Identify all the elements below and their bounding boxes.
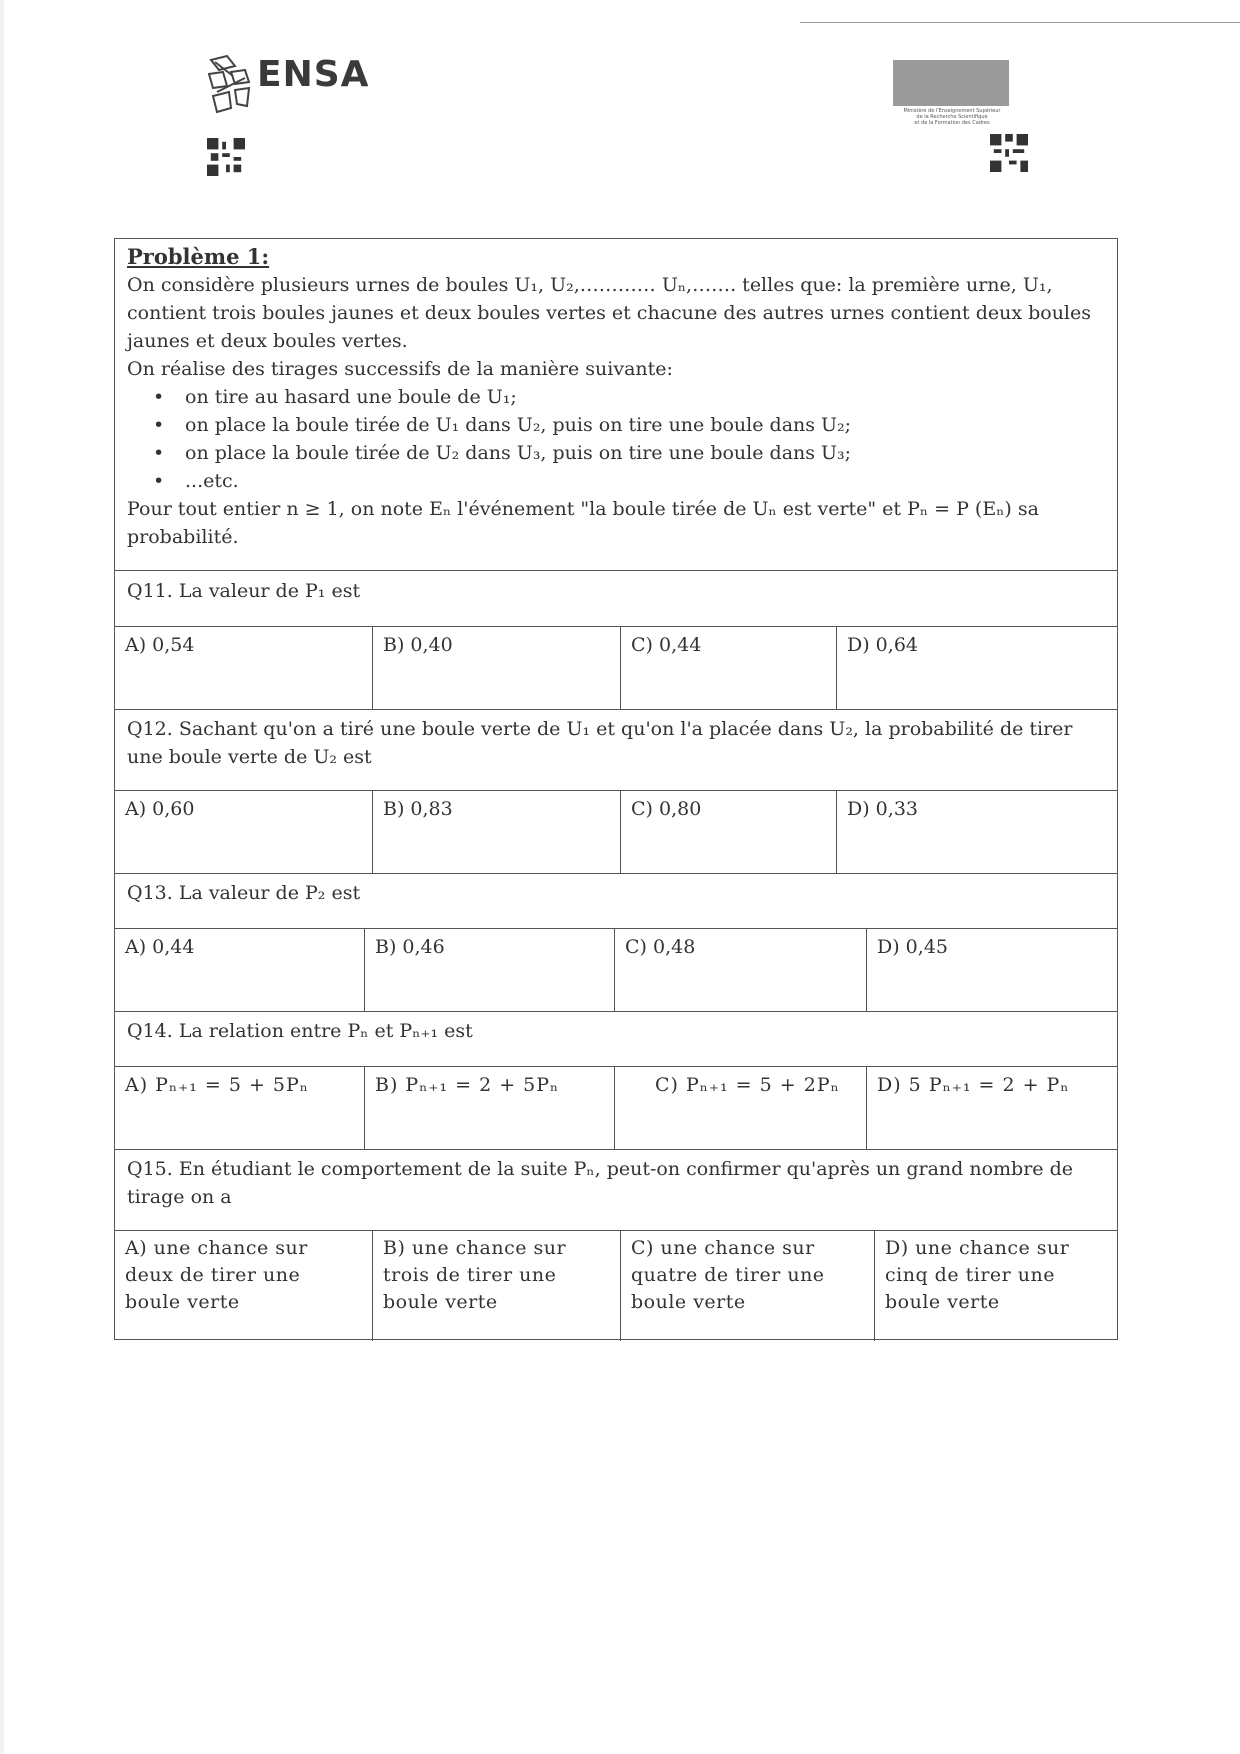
procedure-step: • on place la boule tirée de U₁ dans U₂, puis on tire une boule dans U₂; [185, 411, 1105, 439]
answer-row-q13 [115, 929, 1117, 1012]
question-q15: Q15. En étudiant le comportement de la suite Pₙ, peut-on confirmer qu'après un grand nombre de tirage on a [115, 1149, 1117, 1231]
ensa-logo [205, 52, 370, 122]
intro-procedure: On réalise des tirages successifs de la manière suivante: [127, 358, 673, 380]
answer-option[interactable]: A) une chance sur deux de tirer une boule verte [115, 1231, 373, 1341]
ensa-logo-text: ENSA [257, 54, 370, 95]
problem-frame [114, 238, 1118, 1340]
answer-row-q15 [115, 1231, 1117, 1341]
top-rule [800, 22, 1240, 23]
question-q12: Q12. Sachant qu'on a tiré une boule verte de U₁ et qu'on l'a placée dans U₂, la probabilité de tirer une boule verte de U₂ est [115, 709, 1117, 791]
answer-option[interactable]: D) 0,45 [877, 936, 948, 958]
answer-option[interactable]: B) une chance sur trois de tirer une boule verte [373, 1231, 621, 1341]
question-q11: Q11. La valeur de P₁ est [115, 571, 1117, 627]
procedure-step: • on tire au hasard une boule de U₁; [185, 383, 1105, 411]
answer-option[interactable]: C) Pₙ₊₁ = 5 + 2Pₙ [615, 1067, 867, 1149]
question-q14: Q14. La relation entre Pₙ et Pₙ₊₁ est [115, 1011, 1117, 1067]
procedure-step: • ...etc. [185, 467, 1105, 495]
problem-title: Problème 1: [127, 244, 270, 269]
answer-option[interactable]: D) 5 Pₙ₊₁ = 2 + Pₙ [877, 1074, 1070, 1096]
answer-row-q11 [115, 627, 1117, 710]
ministry-logo-block [893, 60, 1009, 106]
procedure-list [127, 383, 1105, 495]
event-definition: Pour tout entier n ≥ 1, on note Eₙ l'événement "la boule tirée de Uₙ est verte" et Pₙ = P (Eₙ) sa probabilité. [127, 498, 1039, 548]
question-q13: Q13. La valeur de P₂ est [115, 873, 1117, 929]
answer-option[interactable]: C) une chance sur quatre de tirer une boule verte [621, 1231, 875, 1341]
answer-option[interactable]: D) 0,33 [847, 798, 918, 820]
answer-row-q14 [115, 1067, 1117, 1150]
answer-option[interactable]: C) 0,80 [621, 791, 837, 873]
answer-option[interactable]: D) une chance sur cinq de tirer une boule verte [885, 1237, 1070, 1313]
answer-option[interactable]: A) 0,54 [115, 627, 373, 709]
qr-code-icon [207, 138, 245, 176]
answer-option[interactable]: A) Pₙ₊₁ = 5 + 5Pₙ [115, 1067, 365, 1149]
ensa-emblem-icon [205, 52, 265, 122]
problem-statement [115, 239, 1117, 571]
answer-option[interactable]: A) 0,60 [115, 791, 373, 873]
answer-option[interactable]: B) 0,83 [373, 791, 621, 873]
intro-paragraph: On considère plusieurs urnes de boules U₁, U₂,………… Uₙ,……. telles que: la première urne, U₁, contient trois boules jaunes et deux boules vertes et chacune des autres urnes contient deux boules jaunes et deux boules vertes. [127, 274, 1091, 352]
answer-option[interactable]: C) 0,44 [621, 627, 837, 709]
procedure-step: • on place la boule tirée de U₂ dans U₃, puis on tire une boule dans U₃; [185, 439, 1105, 467]
qr-code-icon [990, 134, 1028, 172]
answer-option[interactable]: A) 0,44 [115, 929, 365, 1011]
answer-option[interactable]: B) 0,46 [365, 929, 615, 1011]
answer-row-q12 [115, 791, 1117, 874]
ministry-caption: Ministère de l'Enseignement Supérieur de la Recherche Scientifique et de la Formation des Cadres [903, 108, 1001, 126]
scan-edge-shade [0, 0, 4, 1754]
answer-option[interactable]: B) Pₙ₊₁ = 2 + 5Pₙ [365, 1067, 615, 1149]
ministry-emblem [893, 60, 1011, 126]
answer-option[interactable]: D) 0,64 [847, 634, 918, 656]
answer-option[interactable]: C) 0,48 [615, 929, 867, 1011]
answer-option[interactable]: B) 0,40 [373, 627, 621, 709]
